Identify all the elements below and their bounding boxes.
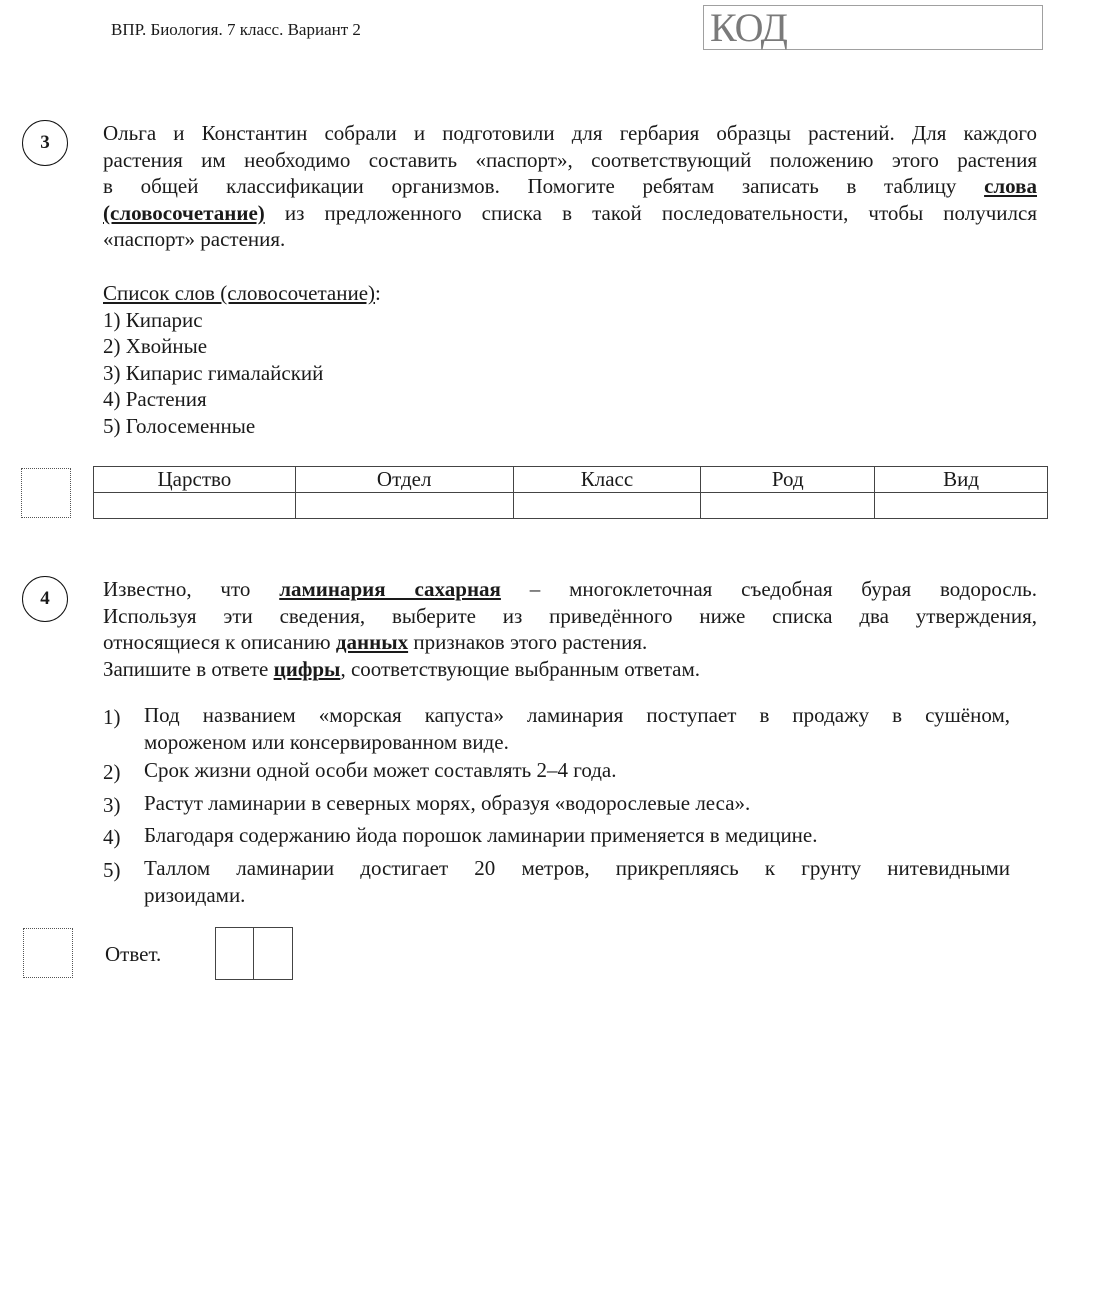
- answer-division[interactable]: [295, 493, 513, 519]
- word-list: [103, 280, 381, 440]
- answer-species[interactable]: [875, 493, 1048, 519]
- option-number: 1): [103, 705, 121, 729]
- option-number: 2): [103, 760, 121, 784]
- answer-cell-1[interactable]: [215, 927, 254, 980]
- word-list-item: 5) Голосеменные: [103, 413, 256, 438]
- task3-line-5: «паспорт» растения.: [103, 227, 286, 252]
- word-list-item: 2) Хвойные: [103, 334, 208, 359]
- emphasis-phrase: (словосочетание): [103, 200, 265, 225]
- answer-genus[interactable]: [701, 493, 875, 519]
- emphasis-species: ламинария сахарная: [279, 577, 501, 601]
- task3-question: [103, 120, 1037, 253]
- emphasis-digits: цифры: [273, 656, 341, 681]
- option-number: 5): [103, 858, 121, 882]
- answer-cells: [215, 927, 293, 980]
- table-answer-row: [94, 493, 1048, 519]
- task4-line-2: Используя эти сведения, выберите из приведённого ниже списка два утверждения,: [103, 603, 1037, 628]
- task3-line-1: Ольга и Константин собрали и подготовили для гербария образцы растений. Для каждого: [103, 121, 1037, 145]
- header-title: ВПР. Биология. 7 класс. Вариант 2: [111, 20, 361, 39]
- code-label: КОД: [710, 5, 787, 50]
- header-species: Вид: [875, 467, 1048, 493]
- header-kingdom: Царство: [94, 467, 296, 493]
- task4-line-3: относящиеся к описанию данных признаков этого растения.: [103, 630, 648, 655]
- word-list-item: 3) Кипарис гималайский: [103, 360, 324, 385]
- header-division: Отдел: [295, 467, 513, 493]
- word-list-heading: Список слов (словосочетание):: [103, 281, 381, 305]
- task4-score-box: [23, 928, 73, 978]
- code-field[interactable]: [703, 5, 1043, 50]
- task-number-3: 3: [22, 120, 68, 166]
- answer-kingdom[interactable]: [94, 493, 296, 519]
- task-number-4: 4: [22, 576, 68, 622]
- emphasis-words: слова: [984, 174, 1037, 199]
- task3-line-3: в общей классификации организмов. Помогите ребятам записать в таблицу слова: [103, 174, 1037, 199]
- answer-cell-2[interactable]: [254, 927, 293, 980]
- header-genus: Род: [701, 467, 875, 493]
- task3-line-2: растения им необходимо составить «паспорт», соответствующий положению этого растения: [103, 147, 1037, 172]
- table-header-row: [94, 467, 1048, 493]
- task3-line-4: (словосочетание) из предложенного списка в такой последовательности, чтобы получился: [103, 200, 1037, 225]
- word-list-item: 4) Растения: [103, 387, 207, 412]
- option-number: 4): [103, 825, 121, 849]
- task3-score-box: [21, 468, 71, 518]
- emphasis-given: данных: [335, 630, 409, 655]
- option-number: 3): [103, 793, 121, 817]
- task4-question: [103, 576, 1037, 682]
- plant-passport-table: [93, 466, 1048, 519]
- task4-line-4: Запишите в ответе цифры, соответствующие выбранным ответам.: [103, 656, 701, 681]
- answer-label: Ответ.: [105, 942, 162, 966]
- header-class: Класс: [513, 467, 701, 493]
- task4-line-1: Известно, что ламинария сахарная – многоклеточная съедобная бурая водоросль.: [103, 577, 1038, 601]
- word-list-item: 1) Кипарис: [103, 307, 203, 332]
- answer-class[interactable]: [513, 493, 701, 519]
